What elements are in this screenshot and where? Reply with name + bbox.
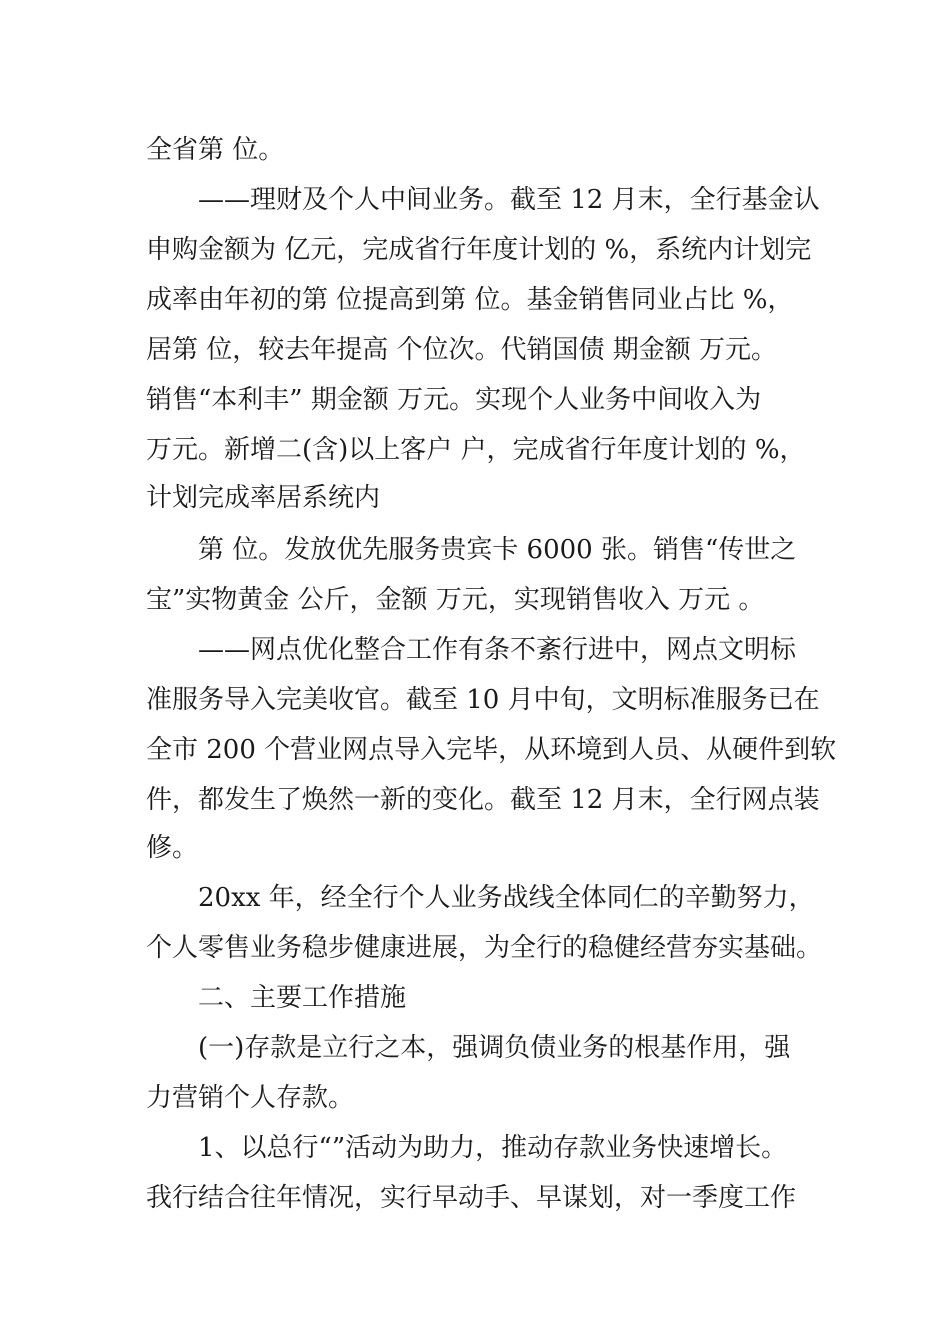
text-line-17: 个人零售业务稳步健康进展，为全行的稳健经营夯实基础。 xyxy=(146,933,823,963)
text-line-9: 第 位。发放优先服务贵宾卡 6000 张。销售“传世之 xyxy=(198,535,797,565)
text-line-12: 准服务导入完美收官。截至 10 月中旬，文明标准服务已在 xyxy=(146,685,820,715)
text-line-13: 全市 200 个营业网点导入完毕，从环境到人员、从硬件到软 xyxy=(146,735,837,765)
section-heading: 二、主要工作措施 xyxy=(198,983,407,1013)
text-line-7: 万元。新增二(含)以上客户 户，完成省行年度计划的 %， xyxy=(146,435,806,465)
text-line-20: 力营销个人存款。 xyxy=(146,1083,355,1113)
text-line-6: 销售“本利丰” 期金额 万元。实现个人业务中间收入为 xyxy=(146,385,762,415)
text-line-3: 申购金额为 亿元，完成省行年度计划的 %，系统内计划完 xyxy=(146,235,812,265)
text-line-4: 成率由年初的第 位提高到第 位。基金销售同业占比 %， xyxy=(146,285,794,315)
text-line-10: 宝”实物黄金 公斤，金额 万元，实现销售收入 万元 。 xyxy=(146,585,765,615)
text-line-2: ——理财及个人中间业务。截至 12 月末，全行基金认 xyxy=(198,185,820,215)
text-line-8: 计划完成率居系统内 xyxy=(146,483,381,513)
text-line-19: (一)存款是立行之本，强调负债业务的根基作用，强 xyxy=(198,1033,791,1063)
text-line-14: 件，都发生了焕然一新的变化。截至 12 月末，全行网点装 xyxy=(146,785,820,815)
text-line-15: 修。 xyxy=(146,833,199,863)
text-line-11: ——网点优化整合工作有条不紊行进中，网点文明标 xyxy=(198,635,797,665)
text-line-5: 居第 位，较去年提高 个位次。代销国债 期金额 万元。 xyxy=(146,335,778,365)
text-line-1: 全省第 位。 xyxy=(146,135,285,165)
text-line-22: 我行结合往年情况，实行早动手、早谋划，对一季度工作 xyxy=(146,1183,797,1213)
text-line-21: 1、以总行“”活动为助力，推动存款业务快速增长。 xyxy=(198,1133,788,1163)
text-line-16: 20xx 年，经全行个人业务战线全体同仁的辛勤努力， xyxy=(198,883,815,913)
